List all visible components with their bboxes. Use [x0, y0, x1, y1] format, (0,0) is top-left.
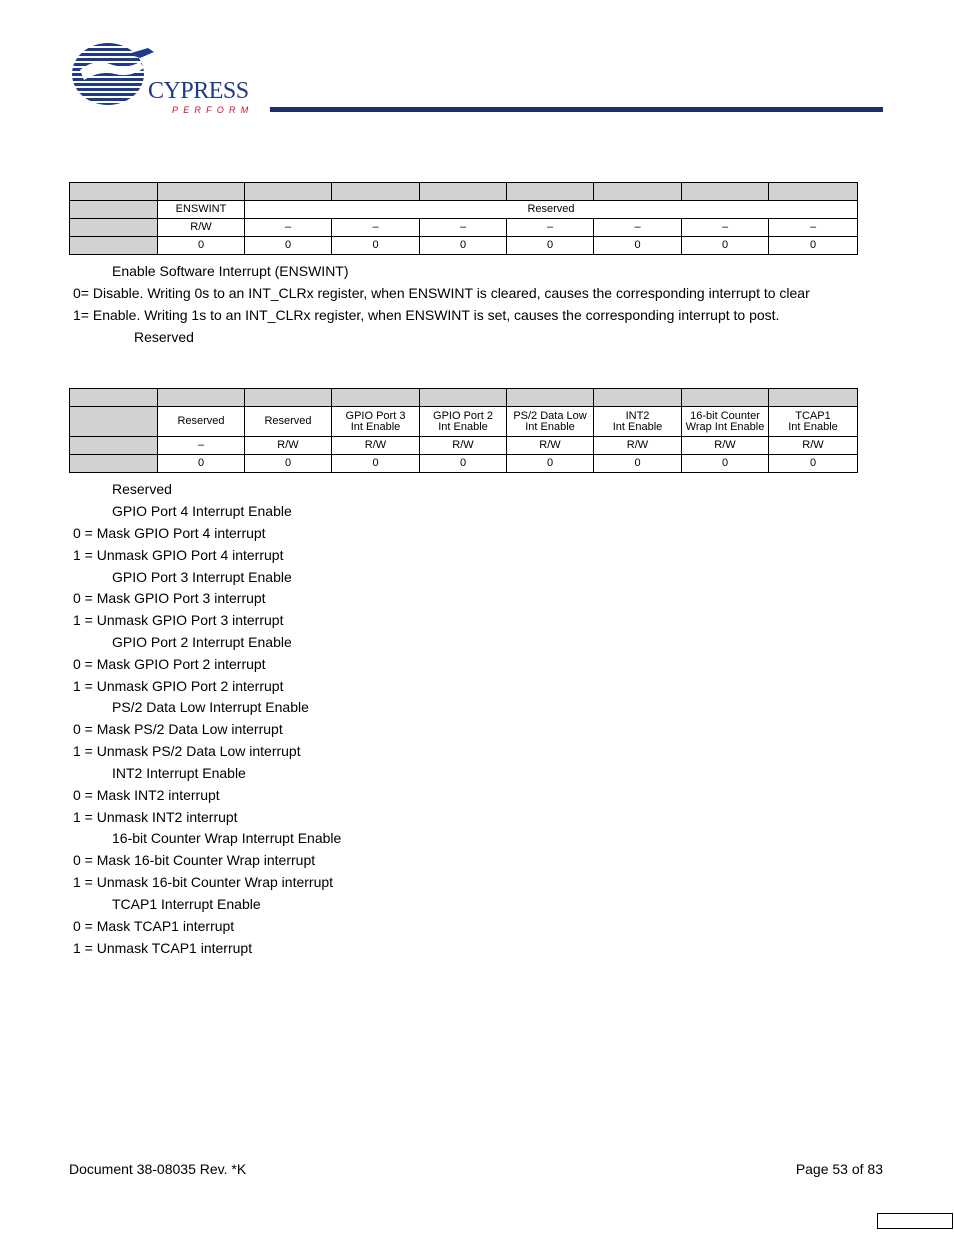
- bit-description: 1 = Unmask GPIO Port 2 interrupt: [73, 678, 284, 694]
- brand-wordmark: CYPRESS: [148, 78, 249, 104]
- bit-description-title: PS/2 Data Low Interrupt Enable: [112, 699, 309, 715]
- bit-description: 1 = Unmask TCAP1 interrupt: [73, 940, 253, 956]
- bit-header-row: [70, 389, 858, 407]
- field-name-row: [70, 201, 858, 219]
- field-name-row: [70, 407, 858, 437]
- bit-description-title: GPIO Port 2 Interrupt Enable: [112, 634, 292, 650]
- field-name-cell: GPIO Port 3 Int Enable: [332, 407, 420, 437]
- field-name-cell: Reserved: [245, 407, 332, 437]
- default-cell: 0: [158, 237, 245, 255]
- bit-description-title: TCAP1 Interrupt Enable: [112, 896, 261, 912]
- bit-description: 1 = Unmask GPIO Port 4 interrupt: [73, 547, 284, 563]
- field-name-cell: INT2 Int Enable: [594, 407, 682, 437]
- access-cell: –: [332, 219, 420, 237]
- default-cell: 0: [245, 455, 332, 473]
- default-row: [70, 237, 858, 255]
- access-cell: R/W: [420, 437, 507, 455]
- field-name-cell: GPIO Port 2 Int Enable: [420, 407, 507, 437]
- access-cell: R/W: [332, 437, 420, 455]
- register-table-2: [69, 388, 858, 473]
- bit-description-title: Reserved: [134, 329, 194, 345]
- default-cell: 0: [769, 237, 858, 255]
- default-cell: 0: [594, 455, 682, 473]
- access-cell: –: [158, 437, 245, 455]
- bit-description: 0 = Mask GPIO Port 4 interrupt: [73, 525, 266, 541]
- bit-description: 1 = Unmask INT2 interrupt: [73, 809, 238, 825]
- cypress-globe-icon: [70, 40, 255, 118]
- default-row: [70, 455, 858, 473]
- access-cell: R/W: [769, 437, 858, 455]
- field-name-cell: Reserved: [158, 407, 245, 437]
- bit-description: 0 = Mask GPIO Port 3 interrupt: [73, 590, 266, 606]
- bit-description: 0 = Mask INT2 interrupt: [73, 787, 220, 803]
- access-cell: R/W: [158, 219, 245, 237]
- register-table-1: [69, 182, 858, 255]
- access-cell: –: [769, 219, 858, 237]
- access-cell: R/W: [594, 437, 682, 455]
- feedback-box[interactable]: [877, 1213, 953, 1229]
- default-cell: 0: [420, 237, 507, 255]
- bit-description-title: GPIO Port 4 Interrupt Enable: [112, 503, 292, 519]
- default-cell: 0: [594, 237, 682, 255]
- access-row: [70, 219, 858, 237]
- default-cell: 0: [507, 455, 594, 473]
- footer-page-number: Page 53 of 83: [795, 1161, 883, 1177]
- cypress-logo: [70, 40, 255, 118]
- bit-description-title: Enable Software Interrupt (ENSWINT): [112, 263, 349, 279]
- access-cell: –: [245, 219, 332, 237]
- bit-description-title: Reserved: [112, 481, 172, 497]
- field-name-cell: ENSWINT: [158, 201, 245, 219]
- field-name-cell: PS/2 Data Low Int Enable: [507, 407, 594, 437]
- field-name-cell: TCAP1 Int Enable: [769, 407, 858, 437]
- default-cell: 0: [420, 455, 507, 473]
- bit-description: 1 = Unmask PS/2 Data Low interrupt: [73, 743, 301, 759]
- bit-description: 1 = Unmask GPIO Port 3 interrupt: [73, 612, 284, 628]
- field-name-cell: 16-bit Counter Wrap Int Enable: [682, 407, 769, 437]
- field-name-cell: Reserved: [245, 201, 858, 219]
- access-cell: –: [507, 219, 594, 237]
- bit-description: 0 = Mask GPIO Port 2 interrupt: [73, 656, 266, 672]
- default-cell: 0: [769, 455, 858, 473]
- default-cell: 0: [507, 237, 594, 255]
- bit-description: 0= Disable. Writing 0s to an INT_CLRx register, when ENSWINT is cleared, causes the corresponding interrupt to clear: [73, 285, 810, 301]
- default-cell: 0: [682, 237, 769, 255]
- bit-description-title: GPIO Port 3 Interrupt Enable: [112, 569, 292, 585]
- bit-description: 0 = Mask 16-bit Counter Wrap interrupt: [73, 852, 316, 868]
- default-cell: 0: [332, 455, 420, 473]
- access-cell: –: [594, 219, 682, 237]
- bit-description: 1= Enable. Writing 1s to an INT_CLRx register, when ENSWINT is set, causes the corresponding interrupt to post.: [73, 307, 780, 323]
- footer-document-number: Document 38-08035 Rev. *K: [69, 1161, 247, 1177]
- bit-description: 0 = Mask PS/2 Data Low interrupt: [73, 721, 283, 737]
- bit-description: 1 = Unmask 16-bit Counter Wrap interrupt: [73, 874, 334, 890]
- access-cell: R/W: [682, 437, 769, 455]
- access-cell: –: [682, 219, 769, 237]
- default-cell: 0: [158, 455, 245, 473]
- bit-description-title: 16-bit Counter Wrap Interrupt Enable: [112, 830, 342, 846]
- header-rule: [270, 107, 883, 112]
- default-cell: 0: [245, 237, 332, 255]
- default-cell: 0: [682, 455, 769, 473]
- bit-description-title: INT2 Interrupt Enable: [112, 765, 246, 781]
- bit-header-row: [70, 183, 858, 201]
- access-row: [70, 437, 858, 455]
- access-cell: –: [420, 219, 507, 237]
- access-cell: R/W: [507, 437, 594, 455]
- brand-tagline: PERFORM: [172, 105, 254, 115]
- default-cell: 0: [332, 237, 420, 255]
- access-cell: R/W: [245, 437, 332, 455]
- bit-description: 0 = Mask TCAP1 interrupt: [73, 918, 235, 934]
